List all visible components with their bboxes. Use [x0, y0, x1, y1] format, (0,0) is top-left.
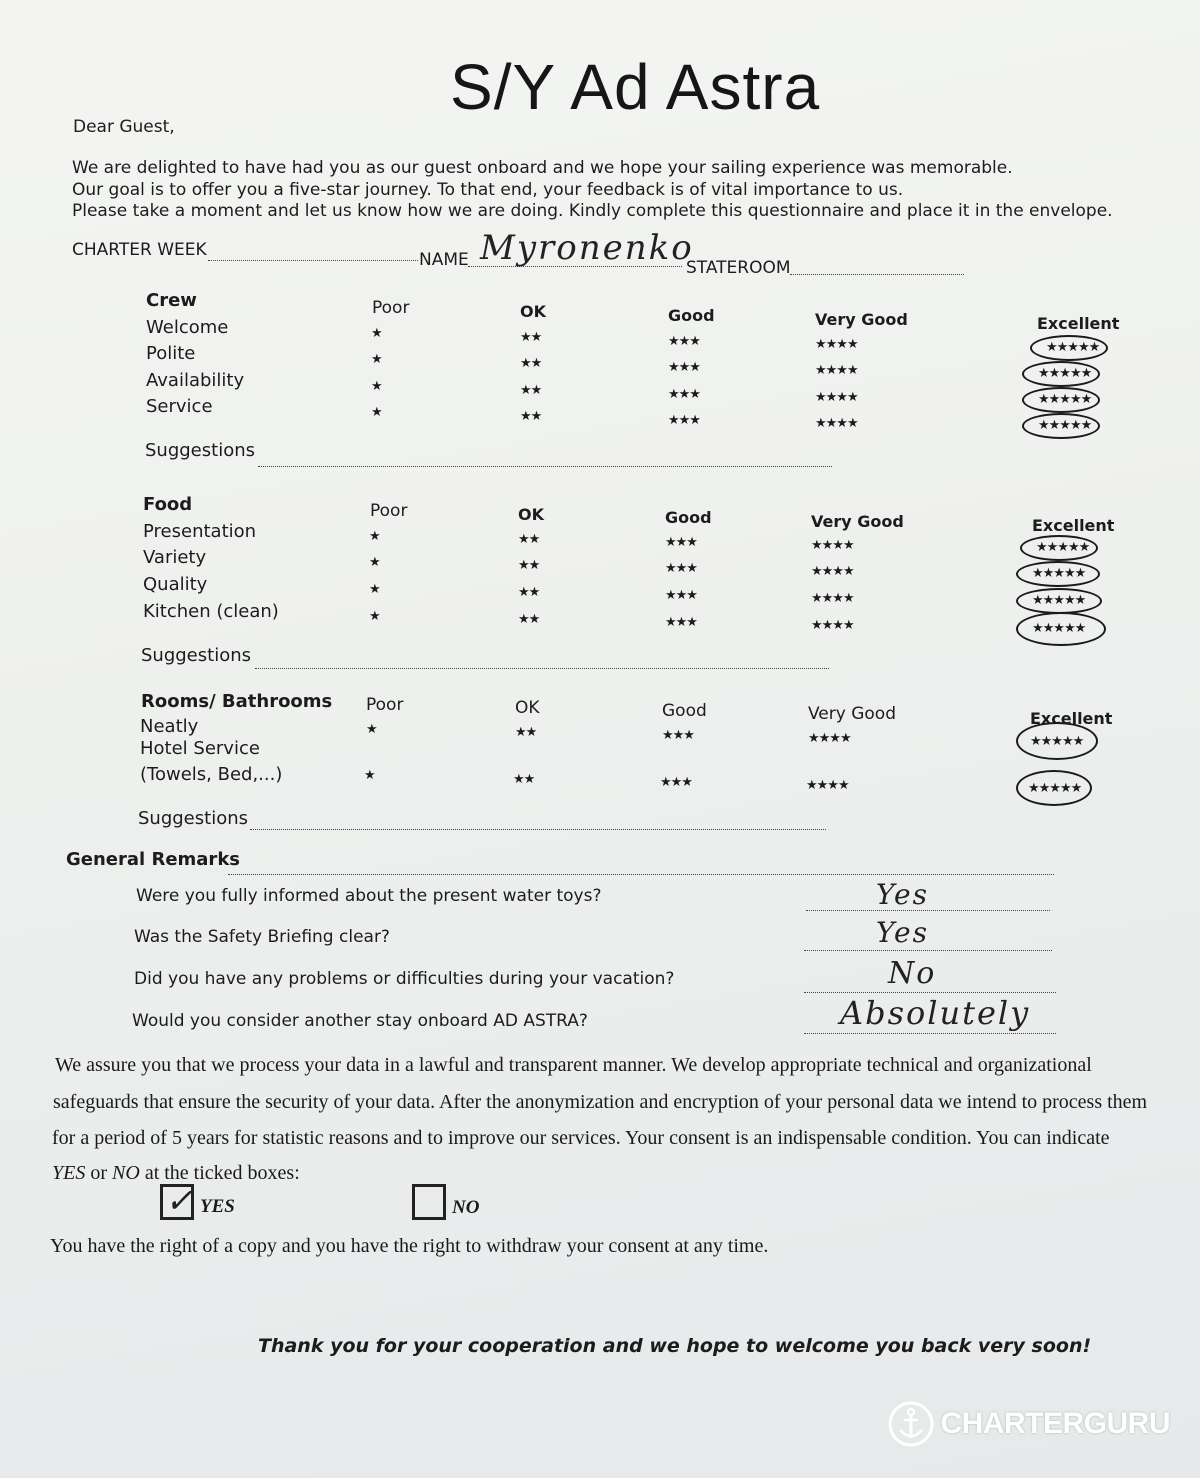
rooms-heading: Rooms/ Bathrooms	[141, 691, 333, 712]
answer-problems-line[interactable]	[804, 992, 1056, 993]
crew-availability-poor[interactable]: ★	[371, 379, 382, 394]
crew-polite-excellent: ★★★★★	[1038, 366, 1092, 381]
stateroom-field[interactable]	[790, 274, 964, 275]
anchor-icon	[887, 1400, 935, 1448]
intro-line-2: Our goal is to offer you a five-star journey. To that end, your feedback is of vital importance to us.	[72, 180, 904, 200]
answer-safety-briefing: Yes	[876, 916, 929, 949]
rooms-neatly-excellent: ★★★★★	[1030, 734, 1084, 749]
food-variety-poor[interactable]: ★	[369, 555, 380, 570]
food-variety-very-good[interactable]: ★★★★	[811, 564, 854, 579]
food-kitchen-good[interactable]: ★★★	[665, 615, 697, 630]
rooms-towels-excellent-circled[interactable]	[1016, 770, 1092, 806]
food-kitchen-excellent-circled[interactable]	[1016, 612, 1106, 646]
food-variety-ok[interactable]: ★★	[518, 558, 540, 573]
food-row-quality: Quality	[143, 574, 208, 595]
crew-row-service: Service	[146, 396, 213, 417]
crew-welcome-excellent-circled[interactable]	[1030, 335, 1108, 361]
food-presentation-excellent-circled[interactable]	[1020, 535, 1098, 561]
food-kitchen-excellent: ★★★★★	[1032, 621, 1086, 636]
privacy-ticked-suffix: at the ticked boxes:	[139, 1162, 300, 1184]
food-suggestions-field[interactable]	[255, 668, 829, 669]
food-presentation-poor[interactable]: ★	[369, 529, 380, 544]
crew-polite-very-good[interactable]: ★★★★	[815, 363, 858, 378]
food-suggestions-label: Suggestions	[141, 645, 251, 666]
food-quality-excellent-circled[interactable]	[1016, 588, 1102, 614]
crew-service-ok[interactable]: ★★	[520, 409, 542, 424]
general-remarks-field[interactable]	[228, 874, 1054, 875]
intro-line-3: Please take a moment and let us know how we are doing. Kindly complete this questionnaire and place it in the envelope.	[72, 201, 1113, 221]
rooms-neatly-ok[interactable]: ★★	[515, 725, 537, 740]
rooms-row-towels-bed: (Towels, Bed,...)	[140, 764, 283, 785]
crew-welcome-excellent: ★★★★★	[1046, 340, 1100, 355]
thank-you-note: Thank you for your cooperation and we hope to welcome you back very soon!	[258, 1335, 1092, 1357]
answer-another-stay-line[interactable]	[804, 1033, 1056, 1034]
crew-welcome-good[interactable]: ★★★	[668, 334, 700, 349]
rooms-towels-excellent: ★★★★★	[1028, 781, 1082, 796]
answer-problems: No	[888, 956, 937, 991]
crew-availability-excellent-circled[interactable]	[1022, 387, 1100, 413]
check-mark-icon: ✓	[165, 1181, 194, 1221]
food-heading: Food	[143, 494, 193, 515]
crew-service-very-good[interactable]: ★★★★	[815, 416, 858, 431]
food-presentation-excellent: ★★★★★	[1036, 540, 1090, 555]
privacy-line-1: We assure you that we process your data in a lawful and transparent manner. We develop appropriate technical and organizational	[55, 1054, 1092, 1076]
crew-polite-ok[interactable]: ★★	[520, 356, 542, 371]
crew-service-excellent: ★★★★★	[1038, 418, 1092, 433]
food-col-excellent: Excellent	[1032, 516, 1115, 535]
crew-availability-very-good[interactable]: ★★★★	[815, 390, 858, 405]
rooms-col-excellent: Excellent	[1030, 709, 1113, 728]
charter-week-field[interactable]	[208, 260, 418, 261]
question-safety-briefing: Was the Safety Briefing clear?	[134, 927, 390, 947]
crew-col-very-good: Very Good	[815, 310, 908, 329]
rooms-neatly-excellent-circled[interactable]	[1016, 722, 1098, 760]
answer-water-toys: Yes	[876, 878, 929, 911]
rooms-towels-very-good[interactable]: ★★★★	[806, 778, 849, 793]
crew-polite-poor[interactable]: ★	[371, 352, 382, 367]
food-variety-excellent-circled[interactable]	[1016, 561, 1100, 587]
name-value: Myronenko	[480, 228, 694, 268]
privacy-line-3: for a period of 5 years for statistic reasons and to improve our services. Your consent is an indispensable condition. You can indicate	[52, 1127, 1110, 1149]
crew-welcome-very-good[interactable]: ★★★★	[815, 337, 858, 352]
rooms-suggestions-label: Suggestions	[138, 808, 248, 829]
charterguru-watermark	[887, 1400, 1171, 1448]
crew-row-polite: Polite	[146, 343, 196, 364]
rooms-col-very-good: Very Good	[808, 704, 896, 724]
privacy-or-word: or	[85, 1162, 113, 1184]
food-kitchen-poor[interactable]: ★	[369, 609, 380, 624]
intro-line-1: We are delighted to have had you as our guest onboard and we hope your sailing experience was memorable.	[72, 158, 1013, 178]
consent-yes-label: YES	[200, 1196, 235, 1217]
crew-row-welcome: Welcome	[146, 317, 229, 338]
crew-polite-good[interactable]: ★★★	[668, 360, 700, 375]
crew-availability-ok[interactable]: ★★	[520, 383, 542, 398]
crew-heading: Crew	[146, 290, 197, 311]
food-presentation-ok[interactable]: ★★	[518, 532, 540, 547]
food-row-variety: Variety	[143, 547, 207, 568]
answer-another-stay: Absolutely	[840, 994, 1031, 1032]
crew-suggestions-label: Suggestions	[145, 440, 255, 461]
food-col-good: Good	[665, 508, 712, 527]
stateroom-label: STATEROOM	[686, 258, 791, 278]
rooms-towels-ok[interactable]: ★★	[513, 772, 535, 787]
crew-welcome-ok[interactable]: ★★	[520, 330, 542, 345]
consent-no-label: NO	[452, 1197, 480, 1218]
rooms-row-hotel-service: Hotel Service	[140, 738, 260, 759]
food-presentation-good[interactable]: ★★★	[665, 535, 697, 550]
crew-col-excellent: Excellent	[1037, 314, 1120, 333]
charter-week-label: CHARTER WEEK	[72, 240, 207, 260]
crew-row-availability: Availability	[146, 370, 245, 391]
consent-no-checkbox[interactable]	[412, 1184, 446, 1220]
privacy-line-2: safeguards that ensure the security of your data. After the anonymization and encryption of your personal data we intend to process them	[53, 1091, 1148, 1113]
rooms-neatly-very-good[interactable]: ★★★★	[808, 731, 851, 746]
crew-service-poor[interactable]: ★	[371, 405, 382, 420]
rooms-neatly-poor[interactable]: ★	[366, 722, 377, 737]
privacy-no-word: NO	[112, 1162, 140, 1184]
food-variety-good[interactable]: ★★★	[665, 561, 697, 576]
name-label: NAME	[419, 250, 469, 270]
question-problems: Did you have any problems or difficulties during your vacation?	[134, 969, 675, 989]
question-water-toys: Were you fully informed about the present water toys?	[136, 886, 602, 906]
crew-col-poor: Poor	[372, 298, 410, 318]
privacy-yes-word: YES	[52, 1162, 86, 1184]
consent-yes-checkbox[interactable]	[160, 1181, 194, 1221]
crew-suggestions-field[interactable]	[258, 466, 832, 467]
food-col-ok: OK	[518, 505, 544, 524]
watermark-text: CHARTERGURU	[940, 1407, 1170, 1440]
document-title: S/Y Ad Astra	[450, 51, 821, 123]
food-presentation-very-good[interactable]: ★★★★	[811, 538, 854, 553]
food-row-kitchen: Kitchen (clean)	[143, 601, 279, 622]
crew-service-good[interactable]: ★★★	[668, 413, 700, 428]
food-variety-excellent: ★★★★★	[1032, 566, 1086, 581]
rooms-col-good: Good	[662, 701, 707, 721]
food-kitchen-very-good[interactable]: ★★★★	[811, 618, 854, 633]
rooms-towels-good[interactable]: ★★★	[660, 775, 692, 790]
crew-welcome-poor[interactable]: ★	[371, 326, 382, 341]
crew-polite-excellent-circled[interactable]	[1022, 361, 1100, 387]
rooms-suggestions-field[interactable]	[250, 829, 826, 830]
question-another-stay: Would you consider another stay onboard AD ASTRA?	[132, 1011, 588, 1031]
crew-col-good: Good	[668, 306, 715, 325]
crew-availability-good[interactable]: ★★★	[668, 387, 700, 402]
food-quality-good[interactable]: ★★★	[665, 588, 697, 603]
food-col-poor: Poor	[370, 501, 408, 521]
food-quality-poor[interactable]: ★	[369, 582, 380, 597]
privacy-rights: You have the right of a copy and you have the right to withdraw your consent at any time.	[50, 1235, 769, 1257]
rooms-col-ok: OK	[515, 698, 540, 718]
greeting: Dear Guest,	[73, 117, 175, 137]
food-kitchen-ok[interactable]: ★★	[518, 612, 540, 627]
food-quality-excellent: ★★★★★	[1032, 593, 1086, 608]
crew-service-excellent-circled[interactable]	[1022, 413, 1100, 439]
general-remarks-label: General Remarks	[66, 849, 240, 870]
answer-safety-briefing-line[interactable]	[804, 950, 1052, 951]
rooms-col-poor: Poor	[366, 695, 404, 715]
crew-col-ok: OK	[520, 302, 546, 321]
food-row-presentation: Presentation	[143, 521, 257, 542]
rooms-towels-poor[interactable]: ★	[364, 768, 375, 783]
rooms-row-neatly: Neatly	[140, 716, 199, 737]
food-col-very-good: Very Good	[811, 512, 904, 531]
rooms-neatly-good[interactable]: ★★★	[662, 728, 694, 743]
crew-availability-excellent: ★★★★★	[1038, 392, 1092, 407]
food-quality-very-good[interactable]: ★★★★	[811, 591, 854, 606]
food-quality-ok[interactable]: ★★	[518, 585, 540, 600]
